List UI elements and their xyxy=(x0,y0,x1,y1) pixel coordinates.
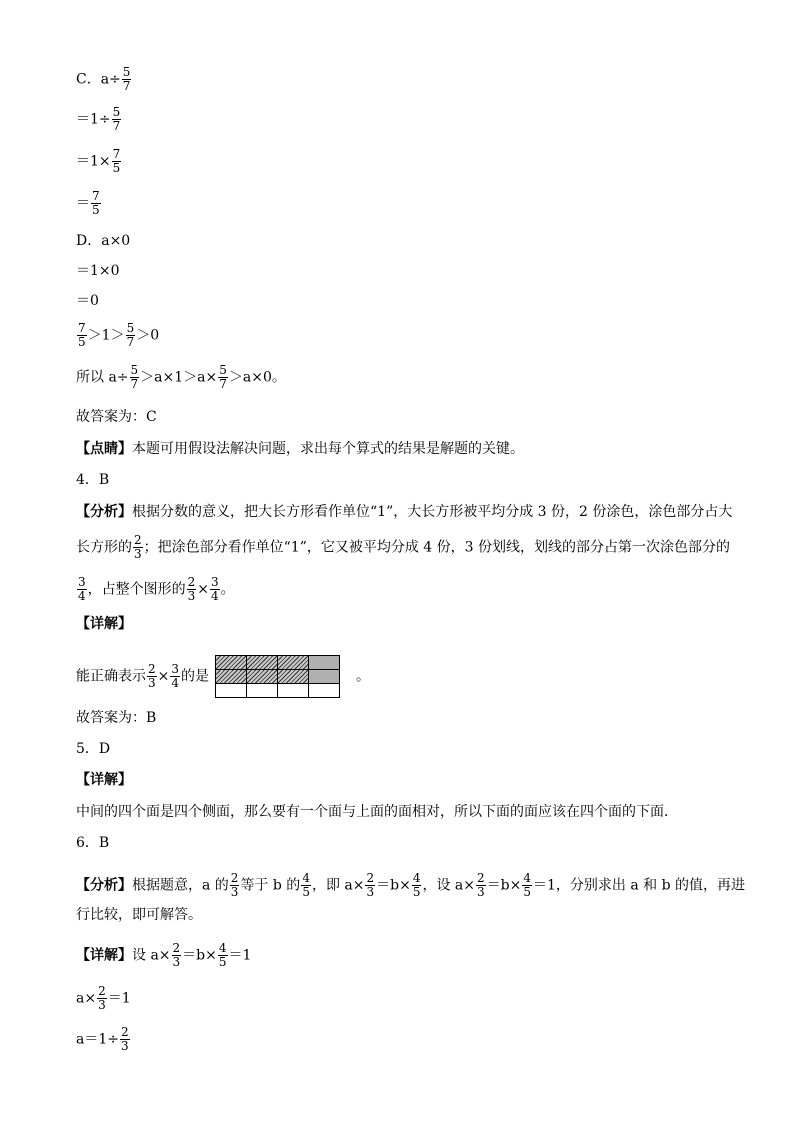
grid-cell-hatched xyxy=(216,656,247,670)
text: ＞a×0。 xyxy=(228,369,286,386)
fraction xyxy=(133,534,143,561)
denominator: 5 xyxy=(112,161,121,175)
text: 本题可用假设法解决问题，求出每个算式的结果是解题的关键。 xyxy=(132,441,524,457)
numerator: 5 xyxy=(122,65,131,79)
text: a× xyxy=(76,990,97,1007)
numerator: 5 xyxy=(112,105,121,119)
denominator: 7 xyxy=(122,79,131,93)
d-line-3: ＝0 xyxy=(76,293,99,309)
text: ＞0 xyxy=(136,327,160,344)
section-tag: 【详解】 xyxy=(76,947,132,964)
q6-number: 6．B xyxy=(76,835,110,851)
fraction xyxy=(210,576,220,603)
c-line-1 xyxy=(76,66,132,93)
text: ＝ xyxy=(76,195,90,212)
denominator: 7 xyxy=(130,377,139,391)
q6-fenxi-2: 行比较，即可解答。 xyxy=(76,907,202,923)
numerator: 5 xyxy=(130,363,139,377)
denominator: 3 xyxy=(134,547,142,561)
text: ＝1 xyxy=(228,947,252,964)
numerator: 2 xyxy=(98,984,106,998)
fraction xyxy=(412,872,422,899)
fraction xyxy=(130,364,140,391)
numerator: 2 xyxy=(172,941,181,955)
answer-3: 故答案为：C xyxy=(76,409,157,425)
text: 长方形的 xyxy=(76,539,132,556)
text: ＝b× xyxy=(486,877,522,894)
text: ＝1× xyxy=(76,153,111,170)
section-tag: 【分析】 xyxy=(76,877,132,894)
numerator: 5 xyxy=(219,363,227,377)
fraction xyxy=(365,872,375,899)
text: ＞1＞ xyxy=(87,327,125,344)
denominator: 3 xyxy=(477,885,485,899)
denominator: 5 xyxy=(523,885,531,899)
fraction xyxy=(218,364,228,391)
denominator: 3 xyxy=(98,998,106,1012)
grid-cell-empty xyxy=(309,684,340,698)
fraction xyxy=(301,872,311,899)
numerator: 2 xyxy=(477,871,485,885)
section-tag: 【分析】 xyxy=(76,504,132,520)
text: 设 a× xyxy=(132,947,171,964)
grid-cell-empty xyxy=(278,684,309,698)
fraction xyxy=(126,322,136,349)
q4-xiangjie-tag: 【详解】 xyxy=(76,616,132,632)
denominator: 4 xyxy=(171,676,180,690)
text: 。 xyxy=(356,668,371,685)
q4-fenxi-3 xyxy=(76,576,235,603)
q6-xiangjie xyxy=(76,942,251,969)
section-tag: 【点睛】 xyxy=(76,441,132,457)
q5-text: 中间的四个面是四个侧面，那么要有一个面与上面的面相对，所以下面的面应该在四个面的下面． xyxy=(76,804,678,820)
numerator: 2 xyxy=(148,662,156,676)
denominator: 3 xyxy=(187,589,196,603)
fraction xyxy=(187,576,197,603)
denominator: 7 xyxy=(112,119,121,133)
text: ，即 a× xyxy=(311,877,365,894)
fraction xyxy=(77,322,87,349)
text: ＝1÷ xyxy=(76,111,111,128)
fraction xyxy=(147,663,157,690)
text: × xyxy=(157,668,170,685)
text: 的是 xyxy=(181,668,210,685)
text: ，设 a× xyxy=(422,877,475,894)
numerator: 3 xyxy=(171,662,180,676)
text: ，占整个图形的 xyxy=(87,581,186,598)
text: C．a÷ xyxy=(76,71,121,88)
fraction xyxy=(172,942,182,969)
q4-number: 4．B xyxy=(76,472,110,488)
text: 根据分数的意义，把大长方形看作单位“1”，大长方形被平均分成 3 份，2 份涂色，涂色部分占大 xyxy=(132,504,733,520)
numerator: 7 xyxy=(112,147,121,161)
fraction-grid-figure xyxy=(215,655,340,698)
q6-step-2 xyxy=(76,1026,131,1053)
fraction xyxy=(97,985,107,1012)
text: ；把涂色部分看作单位“1”，它又被平均分成 4 份，3 份划线，划线的部分占第一次涂色部分的 xyxy=(143,539,731,556)
text: a＝1÷ xyxy=(76,1031,119,1048)
denominator: 5 xyxy=(78,335,86,349)
q4-fenxi-2 xyxy=(76,534,730,561)
grid-cell-hatched xyxy=(278,670,309,684)
text: ＝b× xyxy=(376,877,411,894)
denominator: 4 xyxy=(78,589,86,603)
compare-line xyxy=(76,322,159,349)
fraction xyxy=(112,148,122,175)
c-line-4 xyxy=(76,190,102,217)
text: 根据题意，a 的 xyxy=(132,877,229,894)
denominator: 7 xyxy=(126,335,135,349)
q5-xiangjie-tag: 【详解】 xyxy=(76,772,132,788)
d-line-2: ＝1×0 xyxy=(76,263,120,279)
numerator: 2 xyxy=(120,1025,129,1039)
fraction xyxy=(91,190,101,217)
fraction xyxy=(230,872,240,899)
numerator: 4 xyxy=(523,871,531,885)
so-line xyxy=(76,364,286,391)
grid-cell-empty xyxy=(216,684,247,698)
fraction xyxy=(77,576,87,603)
denominator: 4 xyxy=(211,589,219,603)
fraction xyxy=(112,106,122,133)
c-line-2 xyxy=(76,106,122,133)
denominator: 3 xyxy=(120,1039,129,1053)
text: ＝1 xyxy=(107,990,131,1007)
denominator: 7 xyxy=(219,377,227,391)
text: × xyxy=(197,581,210,598)
fraction xyxy=(120,1026,130,1053)
numerator: 2 xyxy=(134,533,142,547)
q6-fenxi-1 xyxy=(76,872,745,899)
fraction xyxy=(522,872,532,899)
numerator: 5 xyxy=(126,321,135,335)
fraction xyxy=(122,66,132,93)
grid-cell-hatched xyxy=(247,670,278,684)
fraction xyxy=(218,942,228,969)
denominator: 3 xyxy=(366,885,375,899)
grid-cell-hatched xyxy=(278,656,309,670)
grid-cell-hatched xyxy=(216,670,247,684)
numerator: 4 xyxy=(302,871,310,885)
numerator: 3 xyxy=(211,575,219,589)
q4-answer: 故答案为：B xyxy=(76,710,157,726)
denominator: 3 xyxy=(148,676,156,690)
q5-number: 5．D xyxy=(76,741,111,757)
q6-step-1 xyxy=(76,985,131,1012)
numerator: 2 xyxy=(230,871,239,885)
numerator: 7 xyxy=(92,189,100,203)
denominator: 5 xyxy=(92,203,100,217)
text: 所以 a÷ xyxy=(76,369,129,386)
grid-cell-shaded xyxy=(309,656,340,670)
text: ＞a×1＞a× xyxy=(140,369,218,386)
text: 能正确表示 xyxy=(76,668,146,685)
denominator: 3 xyxy=(172,955,181,969)
grid-cell-hatched xyxy=(247,656,278,670)
text: 。 xyxy=(220,581,235,598)
q4-fenxi-1 xyxy=(76,503,732,521)
numerator: 2 xyxy=(187,575,196,589)
dianjing-line xyxy=(76,440,524,458)
c-line-3 xyxy=(76,148,122,175)
fraction xyxy=(476,872,486,899)
denominator: 3 xyxy=(230,885,239,899)
d-line-1: D．a×0 xyxy=(76,233,131,249)
numerator: 4 xyxy=(412,871,421,885)
denominator: 5 xyxy=(302,885,310,899)
text: 等于 b 的 xyxy=(240,877,301,894)
grid-cell-shaded xyxy=(309,670,340,684)
numerator: 2 xyxy=(366,871,375,885)
q4-xiangjie-line xyxy=(76,655,370,698)
numerator: 7 xyxy=(78,321,86,335)
grid-cell-empty xyxy=(247,684,278,698)
text: ＝1，分别求出 a 和 b 的值，再进 xyxy=(532,877,746,894)
numerator: 4 xyxy=(218,941,227,955)
denominator: 5 xyxy=(218,955,227,969)
numerator: 3 xyxy=(78,575,86,589)
text: ＝b× xyxy=(182,947,217,964)
denominator: 5 xyxy=(412,885,421,899)
fraction xyxy=(170,663,180,690)
